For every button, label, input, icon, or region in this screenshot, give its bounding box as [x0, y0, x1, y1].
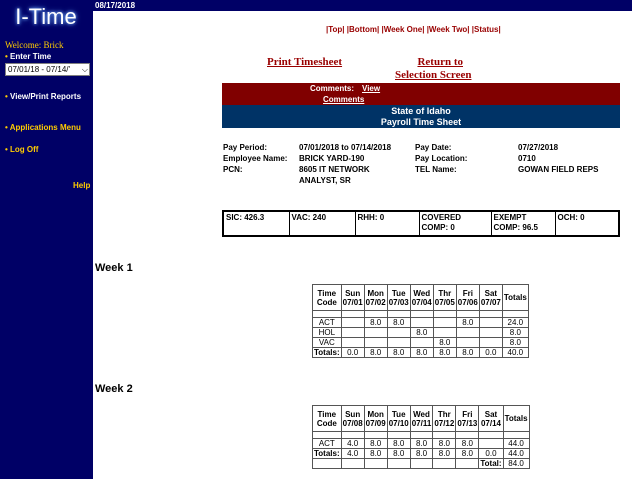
day-header — [364, 285, 387, 311]
header-row — [313, 406, 530, 432]
day-date: 07/14 — [480, 418, 501, 428]
time-code-cell: ACT — [313, 318, 342, 328]
day-name: Tue — [391, 288, 406, 298]
hours-cell: 8.0 — [433, 439, 456, 449]
day-header — [479, 285, 502, 311]
applications-menu-link[interactable] — [5, 123, 81, 132]
table-cell — [410, 459, 433, 469]
table-row — [313, 318, 529, 328]
table-cell — [410, 432, 433, 439]
pay-date-label: Pay Date: — [415, 143, 452, 152]
time-code-cell: Totals: — [314, 449, 340, 458]
day-date: 07/07 — [480, 297, 501, 307]
week-1-title: Week 1 — [95, 262, 133, 274]
day-date: 07/06 — [457, 297, 478, 307]
leave-balances-table — [222, 210, 620, 237]
hours-cell: 8.0 — [387, 449, 410, 459]
covered-comp-line-2: COMP: 0 — [421, 223, 455, 232]
view-comments-link[interactable]: Comments — [323, 95, 365, 104]
hours-cell: 8.0 — [364, 439, 387, 449]
pay-period-select[interactable] — [5, 63, 90, 76]
exempt-comp-balance — [491, 211, 555, 236]
table-cell — [503, 432, 529, 439]
table-cell — [410, 311, 433, 318]
pay-period-value: 07/01/2018 to 07/14/2018 — [299, 143, 392, 152]
week-2-body — [313, 432, 530, 469]
day-header — [433, 285, 456, 311]
day-name: Thr — [437, 409, 451, 419]
hours-cell — [479, 338, 502, 348]
hours-cell — [479, 439, 503, 449]
week-1-body — [313, 311, 529, 358]
day-date: 07/13 — [457, 418, 478, 428]
applications-menu-label: Applications Menu — [9, 123, 81, 132]
table-cell — [433, 432, 456, 439]
row-total-cell: 8.0 — [502, 338, 528, 348]
tel-name-value: GOWAN FIELD REPS — [518, 165, 599, 174]
hours-cell: 8.0 — [387, 318, 410, 328]
table-cell — [341, 432, 364, 439]
info-values-right — [518, 142, 598, 175]
row-total-cell: 8.0 — [502, 328, 528, 338]
pcn-value-line-1: 8605 IT NETWORK — [299, 165, 370, 174]
day-header — [410, 406, 433, 432]
row-total-cell: 44.0 — [503, 449, 529, 459]
day-name: Sun — [345, 288, 361, 298]
comments-label: Comments: — [310, 84, 355, 93]
employee-name-label: Employee Name: — [223, 154, 288, 163]
hours-cell — [479, 318, 502, 328]
hours-cell: 8.0 — [364, 348, 387, 358]
timesheet-header — [222, 105, 620, 128]
info-values-left — [299, 142, 391, 186]
hours-cell — [410, 338, 433, 348]
day-name: Mon — [367, 409, 384, 419]
spacer-row — [313, 311, 529, 318]
day-name: Sun — [345, 409, 361, 419]
table-cell — [364, 459, 387, 469]
table-cell — [341, 311, 364, 318]
sidebar — [0, 0, 93, 479]
time-code-header-line-2: Code — [316, 418, 337, 428]
hours-cell — [433, 318, 456, 328]
welcome-text: Welcome: Brick — [5, 40, 64, 50]
bullet-icon: • — [5, 145, 11, 154]
row-total-cell: 40.0 — [502, 348, 528, 358]
hours-cell: 8.0 — [410, 439, 433, 449]
hours-cell — [456, 328, 479, 338]
day-header — [364, 406, 387, 432]
pcn-value-line-2: ANALYST, SR — [299, 176, 351, 185]
table-cell — [456, 459, 479, 469]
week-1-header — [313, 285, 529, 311]
day-header — [387, 406, 410, 432]
day-name: Wed — [413, 288, 431, 298]
day-header — [479, 406, 503, 432]
info-labels-left — [223, 142, 287, 175]
och-balance: OCH: 0 — [555, 211, 619, 236]
day-header — [341, 285, 364, 311]
hours-cell: 8.0 — [410, 449, 433, 459]
day-date: 07/09 — [365, 418, 386, 428]
header-row — [313, 285, 529, 311]
day-date: 07/02 — [365, 297, 386, 307]
hours-cell: 8.0 — [456, 439, 479, 449]
day-date: 07/08 — [342, 418, 363, 428]
enter-time-label: Enter Time — [10, 52, 52, 61]
comments-bar — [222, 83, 620, 105]
table-cell — [341, 459, 364, 469]
day-header — [433, 406, 456, 432]
table-cell — [433, 459, 456, 469]
log-off-link[interactable] — [5, 145, 38, 154]
time-code-cell: HOL — [313, 328, 342, 338]
time-code-cell: Totals: — [314, 348, 340, 357]
hours-cell: 8.0 — [387, 439, 410, 449]
day-date: 07/10 — [388, 418, 409, 428]
day-name: Sat — [484, 409, 498, 419]
covered-comp-balance — [419, 211, 491, 236]
employee-name-value: BRICK YARD-190 — [299, 154, 365, 163]
hours-cell — [341, 328, 364, 338]
tel-name-label: TEL Name: — [415, 165, 457, 174]
return-to-selection-link[interactable] — [395, 56, 471, 82]
hours-cell: 8.0 — [387, 348, 410, 358]
hours-cell: 8.0 — [364, 318, 387, 328]
help-link[interactable]: Help — [73, 181, 91, 190]
day-name: Fri — [462, 409, 473, 419]
bullet-icon: • — [5, 92, 11, 101]
week-2-header — [313, 406, 530, 432]
day-name: Thr — [438, 288, 452, 298]
table-cell — [364, 311, 387, 318]
exempt-comp-line-1: EXEMPT — [493, 213, 527, 222]
day-date: 07/01 — [342, 297, 363, 307]
week-2-table — [312, 405, 530, 469]
hours-cell — [387, 328, 410, 338]
state-title: State of Idaho — [391, 106, 451, 116]
chevron-down-icon: ⌵ — [81, 65, 88, 74]
info-labels-right — [415, 142, 467, 175]
sic-balance: SIC: 426.3 — [223, 211, 289, 236]
hours-cell: 8.0 — [410, 348, 433, 358]
hours-cell — [341, 318, 364, 328]
week-1-table — [312, 284, 529, 358]
pay-period-selected-value: 07/01/18 - 07/14/' — [8, 65, 71, 74]
grand-total-label: Total: — [480, 459, 502, 468]
page-nav-links[interactable] — [326, 25, 501, 34]
log-off-label: Log Off — [10, 145, 39, 154]
week-2-title: Week 2 — [95, 383, 133, 395]
time-code-header-line-1: Time — [317, 409, 337, 419]
hours-cell — [387, 338, 410, 348]
time-code-cell: VAC — [313, 338, 342, 348]
timesheet-title: Payroll Time Sheet — [380, 117, 462, 127]
table-cell — [433, 311, 456, 318]
day-header — [456, 285, 479, 311]
spacer-row — [313, 432, 530, 439]
table-cell — [387, 311, 410, 318]
time-code-header — [313, 406, 342, 432]
table-cell — [313, 459, 342, 469]
table-row — [313, 449, 530, 459]
grand-total-value: 84.0 — [503, 459, 529, 469]
row-total-cell: 24.0 — [502, 318, 528, 328]
current-date: 08/17/2018 — [95, 1, 136, 10]
date-bar — [93, 0, 632, 11]
day-date: 07/12 — [434, 418, 455, 428]
bullet-icon: • — [5, 123, 10, 132]
day-name: Fri — [462, 288, 473, 298]
table-row — [313, 439, 530, 449]
hours-cell: 8.0 — [456, 318, 479, 328]
hours-cell: 0.0 — [479, 449, 503, 459]
day-name: Wed — [413, 409, 430, 419]
day-header — [387, 285, 410, 311]
hours-cell: 8.0 — [410, 328, 433, 338]
day-date: 07/05 — [434, 297, 455, 307]
pay-location-value: 0710 — [518, 154, 536, 163]
view-link[interactable]: View — [362, 84, 381, 93]
hours-cell — [479, 328, 502, 338]
rhh-balance: RHH: 0 — [355, 211, 419, 236]
covered-comp-line-1: COVERED — [421, 213, 462, 222]
table-cell — [364, 432, 387, 439]
table-row — [313, 348, 529, 358]
hours-cell: 8.0 — [433, 348, 456, 358]
hours-cell: 4.0 — [341, 449, 364, 459]
hours-cell — [364, 328, 387, 338]
totals-header: Totals — [502, 285, 528, 311]
hours-cell: 4.0 — [341, 439, 364, 449]
enter-time-link[interactable] — [5, 52, 51, 61]
hours-cell — [433, 328, 456, 338]
time-code-header-line-1: Time — [317, 288, 337, 298]
view-print-reports-link[interactable] — [5, 92, 81, 101]
pay-location-label: Pay Location: — [415, 154, 468, 163]
pay-date-value: 07/27/2018 — [518, 143, 559, 152]
vac-balance: VAC: 240 — [289, 211, 355, 236]
day-header — [456, 406, 479, 432]
bullet-icon: • — [5, 52, 11, 61]
time-code-cell: ACT — [313, 439, 342, 449]
day-name: Mon — [367, 288, 384, 298]
totals-header: Totals — [503, 406, 529, 432]
hours-cell: 8.0 — [364, 449, 387, 459]
table-cell — [387, 432, 410, 439]
day-date: 07/11 — [411, 418, 432, 428]
hours-cell: 8.0 — [456, 348, 479, 358]
hours-cell: 8.0 — [433, 449, 456, 459]
return-line-2[interactable]: Selection Screen — [395, 69, 472, 81]
print-timesheet-link[interactable]: Print Timesheet — [267, 56, 343, 68]
day-header — [341, 406, 364, 432]
return-line-1[interactable]: Return to — [417, 56, 463, 68]
table-row — [313, 328, 529, 338]
row-total-cell: 44.0 — [503, 439, 529, 449]
table-cell — [479, 432, 503, 439]
hours-cell — [341, 338, 364, 348]
hours-cell: 8.0 — [456, 449, 479, 459]
grand-total-row — [313, 459, 530, 469]
table-cell — [387, 459, 410, 469]
table-cell — [502, 311, 528, 318]
time-code-header — [313, 285, 342, 311]
table-cell — [313, 432, 342, 439]
day-name: Tue — [391, 409, 406, 419]
table-cell — [456, 311, 479, 318]
table-cell — [456, 432, 479, 439]
view-print-reports-label: View/Print Reports — [10, 92, 82, 101]
table-cell — [479, 311, 502, 318]
day-name: Sat — [484, 288, 498, 298]
pcn-label: PCN: — [223, 165, 243, 174]
exempt-comp-line-2: COMP: 96.5 — [493, 223, 538, 232]
pay-period-label: Pay Period: — [223, 143, 268, 152]
time-code-header-line-2: Code — [316, 297, 337, 307]
page-nav-text[interactable]: |Top| |Bottom| |Week One| |Week Two| |Status| — [326, 25, 501, 34]
day-date: 07/03 — [388, 297, 409, 307]
hours-cell — [410, 318, 433, 328]
hours-cell: 8.0 — [433, 338, 456, 348]
hours-cell — [364, 338, 387, 348]
table-cell — [313, 311, 342, 318]
table-row — [313, 338, 529, 348]
hours-cell: 0.0 — [479, 348, 502, 358]
day-header — [410, 285, 433, 311]
hours-cell — [456, 338, 479, 348]
day-date: 07/04 — [411, 297, 432, 307]
itime-logo: I-Time — [15, 4, 77, 29]
hours-cell: 0.0 — [341, 348, 364, 358]
